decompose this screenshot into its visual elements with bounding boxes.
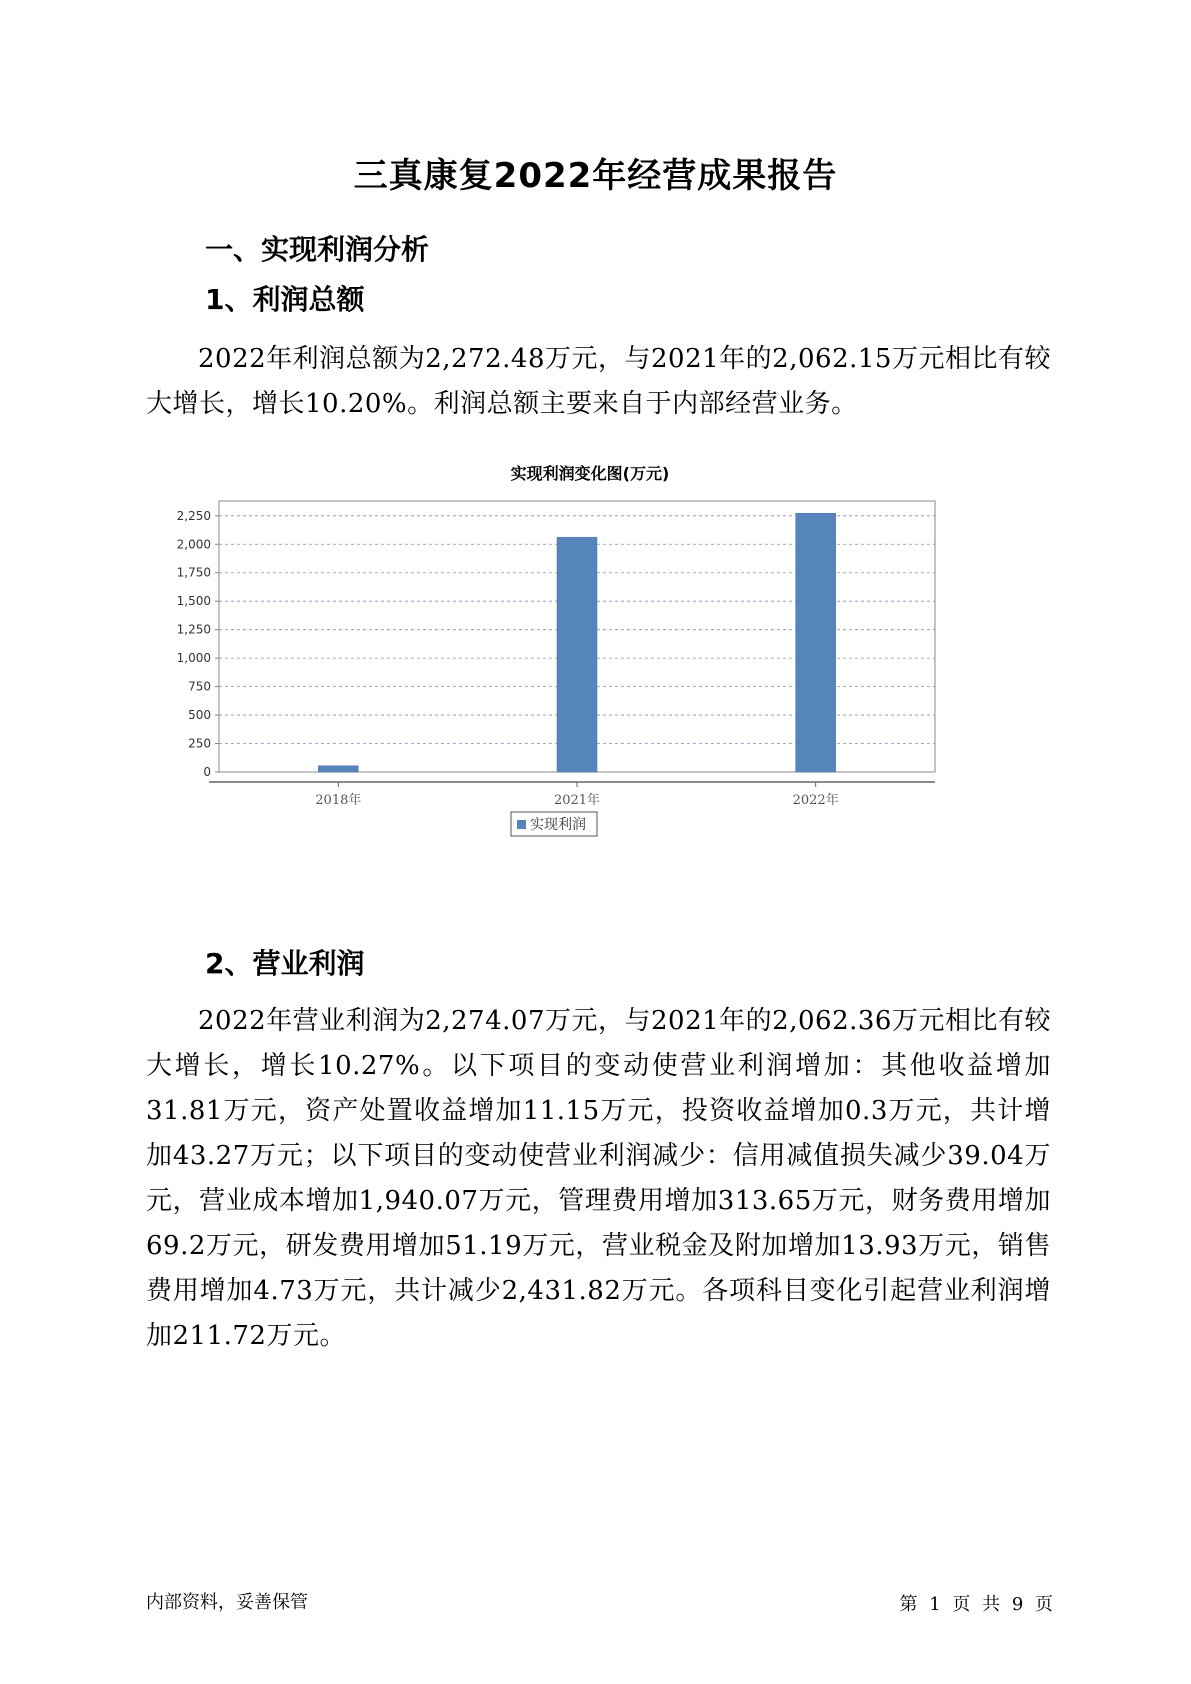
operating-profit-paragraph: 2022年营业利润为2,274.07万元，与2021年的2,062.36万元相比有较大增长，增长10.27%。以下项目的变动使营业利润增加：其他收益增加31.81万元，资产处置收益增加11.15万元，投资收益增加0.3万元，共计增加43.27万元；以下项目的变动使营业利润减少：信用减值损失减少39.04万元，营业成本增加1,940.07万元，管理费用增加313.65万元，财务费用增加69.2万元，研发费用增加51.19万元，营业税金及附加增加13.93万元，销售费用增加4.73万元，共计减少2,431.82万元。各项科目变化引起营业利润增加211.72万元。 bbox=[146, 1006, 1051, 1351]
chart-svg bbox=[150, 455, 1030, 905]
y-tick-label: 2,250 bbox=[176, 508, 211, 523]
y-tick-label: 500 bbox=[188, 708, 211, 723]
x-tick-label: 2022年 bbox=[792, 793, 839, 808]
x-tick-label: 2018年 bbox=[315, 793, 362, 808]
footer-page-number: 第 1 页 共 9 页 bbox=[899, 1594, 1053, 1615]
subsection-heading-total-profit: 1、利润总额 bbox=[205, 283, 365, 316]
subsection-heading-operating-profit: 2、营业利润 bbox=[205, 947, 365, 980]
y-tick-label: 750 bbox=[188, 679, 211, 694]
total-profit-paragraph: 2022年利润总额为2,272.48万元，与2021年的2,062.15万元相比有较大增长，增长10.20%。利润总额主要来自于内部经营业务。 bbox=[146, 344, 1051, 419]
x-tick-label: 2021年 bbox=[553, 793, 601, 808]
y-tick-label: 2,000 bbox=[176, 537, 211, 552]
y-tick-label: 0 bbox=[203, 765, 211, 779]
bar-2022年 bbox=[796, 513, 836, 772]
y-tick-label: 1,500 bbox=[176, 594, 211, 609]
profit-bar-chart bbox=[150, 455, 1030, 905]
bar-2018年 bbox=[318, 766, 358, 772]
document-title: 三真康复2022年经营成果报告 bbox=[353, 156, 838, 196]
section-heading-profit-analysis: 一、实现利润分析 bbox=[205, 233, 430, 266]
footer-confidential-note: 内部资料，妥善保管 bbox=[146, 1592, 308, 1613]
y-tick-label: 1,000 bbox=[176, 651, 211, 666]
y-tick-label: 250 bbox=[188, 736, 211, 751]
y-tick-label: 1,750 bbox=[176, 565, 211, 580]
legend-label: 实现利润 bbox=[530, 817, 586, 833]
legend-swatch bbox=[517, 820, 526, 829]
chart-title: 实现利润变化图(万元) bbox=[510, 464, 670, 483]
bar-2021年 bbox=[557, 537, 597, 772]
y-tick-label: 1,250 bbox=[176, 622, 211, 637]
